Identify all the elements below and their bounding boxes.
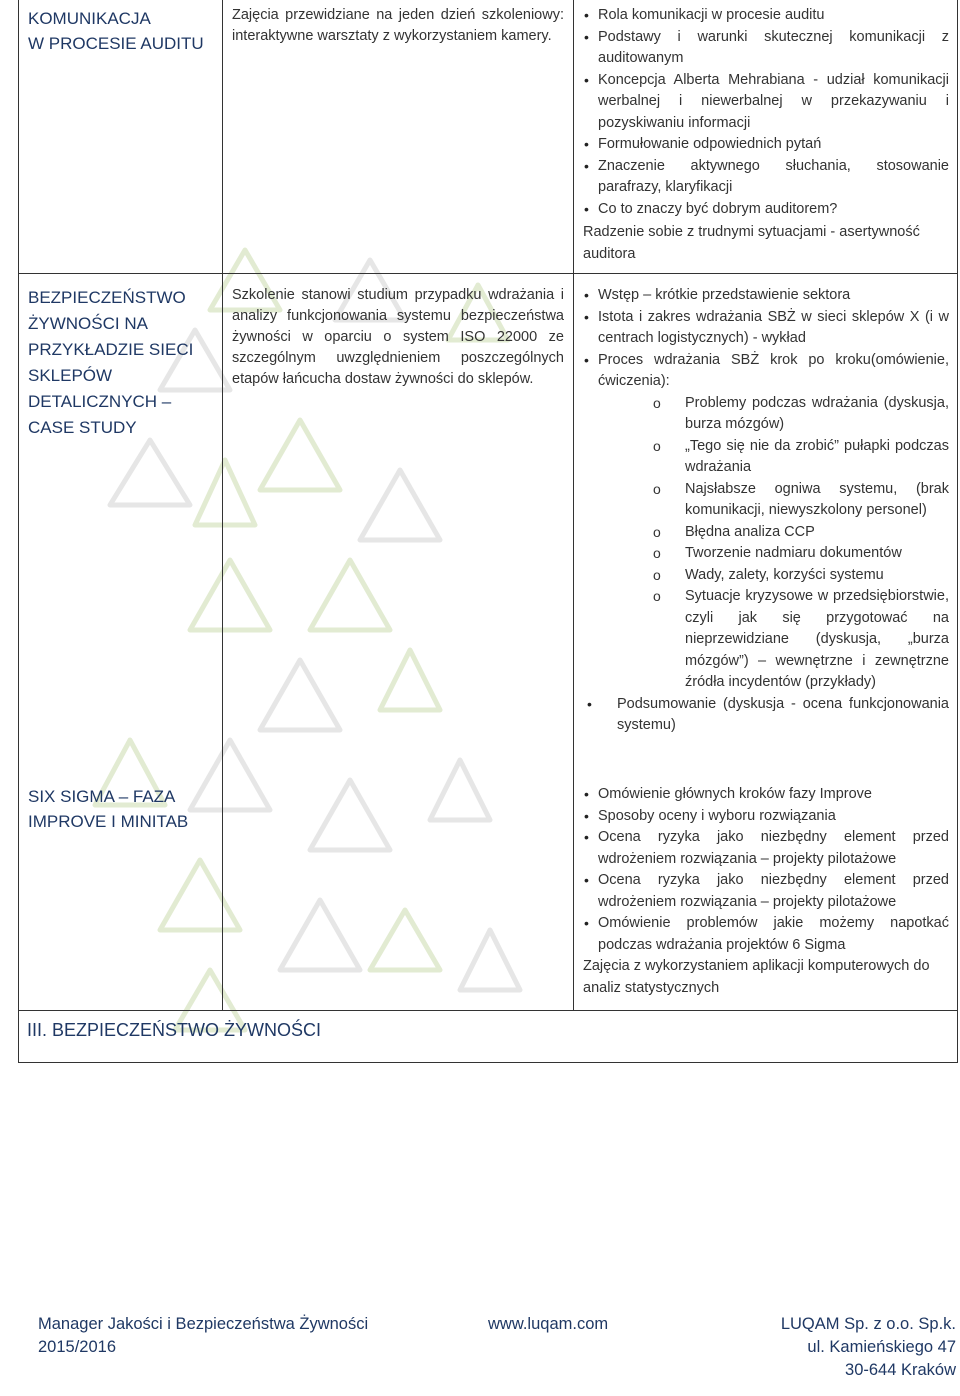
- module-title-communication: [28, 6, 220, 56]
- sub-topic-item: o Błędna analiza CCP: [685, 522, 949, 544]
- topic-item: • Sposoby oceny i wyboru rozwiązania: [583, 806, 949, 828]
- footer-company: LUQAM Sp. z o.o. Sp.k.: [780, 1315, 956, 1333]
- topic-item: • Omówienie problemów jakie możemy napotkać podczas wdrażania projektów 6 Sigma: [583, 913, 949, 956]
- module-description-food-safety: Szkolenie stanowi studium przypadku wdrażania i analizy funkcjonowania systemu bezpieczeństwa żywności w oparciu o system ISO 22000 ze szczególnym uwzględnieniem poszczególnych etapów łańcucha dostaw żywności do sklepów.: [232, 287, 564, 387]
- footer-program-name: Manager Jakości i Bezpieczeństwa Żywności: [38, 1315, 369, 1333]
- sub-topic-item: o Sytuacje kryzysowe w przedsiębiorstwie, czyli jak się przygotować na nieprzewidziane (dyskusja, „burza mózgów”) – wewnętrzne i zewnętrzne źródła incydentów (przykłady): [685, 586, 949, 694]
- topic-item: • Ocena ryzyka jako niezbędny element przed wdrożeniem rozwiązania – projekty pilotażowe: [583, 827, 949, 870]
- sub-topic-item: o Najsłabsze ogniwa systemu, (brak komunikacji, niewyszkolony personel): [685, 479, 949, 522]
- topic-item: • Wstęp – krótkie przedstawienie sektora: [583, 285, 949, 307]
- row-divider-1: [18, 273, 958, 274]
- module-topics-communication: [583, 5, 949, 265]
- sub-topic-item: o Tworzenie nadmiaru dokumentów: [685, 543, 949, 565]
- section-heading: III. BEZPIECZEŃSTWO ŻYWNOŚCI: [27, 1020, 322, 1040]
- topic-item: • Koncepcja Alberta Mehrabiana - udział komunikacji werbalnej i niewerbalnej w przekazywaniu i pozyskiwaniu informacji: [583, 70, 949, 135]
- title-line: BEZPIECZEŃSTWO: [28, 288, 186, 307]
- sub-topic-item: o Wady, zalety, korzyści systemu: [685, 565, 949, 587]
- topic-item: • Omówienie głównych kroków fazy Improve: [583, 784, 949, 806]
- module-description-communication: Zajęcia przewidziane na jeden dzień szkoleniowy: interaktywne warsztaty z wykorzystaniem kamery.: [232, 7, 564, 44]
- column-divider-1: [222, 0, 223, 1010]
- title-line: SKLEPÓW: [28, 366, 113, 385]
- module-topics-food-safety: [583, 285, 949, 737]
- topic-item: • Podstawy i warunki skutecznej komunikacji z auditowanym: [583, 27, 949, 70]
- module-title-six-sigma: [28, 784, 220, 834]
- module-topics-six-sigma: [583, 784, 949, 999]
- title-line: DETALICZNYCH –: [28, 392, 172, 411]
- sub-topic-item: o Problemy podczas wdrażania (dyskusja, burza mózgów): [685, 393, 949, 436]
- sub-topic-item: o „Tego się nie da zrobić” pułapki podczas wdrażania: [685, 436, 949, 479]
- title-line: ŻYWNOŚCI NA: [28, 314, 148, 333]
- title-line: KOMUNIKACJA: [28, 9, 151, 28]
- footer-street: ul. Kamieńskiego 47: [807, 1338, 956, 1356]
- title-line: IMPROVE I MINITAB: [28, 812, 189, 831]
- footer-address: [781, 1313, 956, 1382]
- footer-website[interactable]: www.luqam.com: [488, 1315, 609, 1333]
- column-divider-2: [573, 0, 574, 1010]
- module-title-food-safety: [28, 285, 220, 441]
- topic-item: • Rola komunikacji w procesie auditu: [583, 5, 949, 27]
- topic-item: • Podsumowanie (dyskusja - ocena funkcjonowania systemu): [583, 694, 949, 737]
- title-line: CASE STUDY: [28, 418, 137, 437]
- footer-program: [38, 1313, 368, 1359]
- footer-city: 30-644 Kraków: [845, 1361, 956, 1379]
- row-divider-2: [18, 1010, 958, 1011]
- title-line: SIX SIGMA – FAZA: [28, 787, 176, 806]
- topic-item: • Formułowanie odpowiednich pytań: [583, 134, 949, 156]
- topic-item: • Znaczenie aktywnego słuchania, stosowanie parafrazy, klaryfikacji: [583, 156, 949, 199]
- topic-item: • Co to znaczy być dobrym auditorem?: [583, 199, 949, 221]
- topic-trailing-text: Radzenie sobie z trudnymi sytuacjami - asertywność auditora: [583, 224, 920, 262]
- topic-item: • Proces wdrażania SBŻ krok po kroku(omówienie, ćwiczenia):: [583, 350, 949, 393]
- topic-trailing-text: Zajęcia z wykorzystaniem aplikacji komputerowych do analiz statystycznych: [583, 958, 930, 996]
- title-line: PRZYKŁADZIE SIECI: [28, 340, 194, 359]
- title-line: W PROCESIE AUDITU: [28, 34, 204, 53]
- footer-years: 2015/2016: [38, 1338, 116, 1356]
- topic-item: • Ocena ryzyka jako niezbędny element przed wdrożeniem rozwiązania – projekty pilotażowe: [583, 870, 949, 913]
- topic-item: • Istota i zakres wdrażania SBŻ w sieci sklepów X (i w centrach logistycznych) - wykład: [583, 307, 949, 350]
